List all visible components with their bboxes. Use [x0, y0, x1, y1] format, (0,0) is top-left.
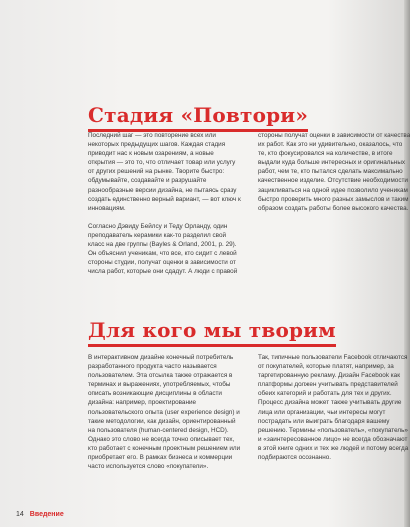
section1-left-column — [88, 131, 241, 285]
section-heading-audience: Для кого мы творим — [88, 318, 336, 347]
page-footer — [16, 511, 64, 518]
section2-left-column — [88, 353, 241, 480]
paragraph: В интерактивном дизайне конечный потребитель разработанного продукта часто называется пользователем. Эта отсылка также отражается в терминах и выражениях, употребляемых, чтобы описать возникающие дисциплины в области дизайна: например, проектирование пользовательского опыта (user experience design) и такие методологии, как дизайн, ориентированный на пользователя (human-centered design, HCD). Однако это слово не всегда точно описывает тех, кто работает с конечным проектным решением или приобретает его. В рамках бизнеса и коммерции часто используется слово «покупатели». — [88, 354, 241, 471]
page-number: 14 — [16, 511, 24, 518]
section-heading-repeat: Стадия «Повтори» — [88, 103, 308, 132]
footer-section-name: Введение — [29, 511, 64, 518]
paragraph: Так, типичные пользователи Facebook отличаются от покупателей, которые платят, например, за таргетированную рекламу. Дизайн Facebook как платформы должен учитывать представителей обеих категорий и работать для тех и других. Процесс дизайна может также учитывать другие лица или организации, чьи интересы могут пострадать или выиграть благодаря вашему решению. Термины «пользователь», «покупатель» и «заинтересованное лицо» не всегда обозначают в этой книге одних и тех же людей и потому всегда подбираются осознанно. — [258, 354, 409, 462]
section2-right-column — [258, 353, 410, 471]
paragraph: Согласно Дэвиду Бейлсу и Теду Орланду, один преподаватель керамики как-то разделил свой класс на две группы (Bayles & Orland, 2001, p. 29). Он объяснил ученикам, что все, кто сидит с левой стороны студии, получат оценки в зависимости от числа работ, которые они сдадут. А люди с правой — [88, 222, 238, 276]
paragraph: стороны получат оценки в зависимости от качества их работ. Как это ни удивительно, оказалось, что те, кто фокусировался на количестве, в итоге выдали куда больше интересных и оригинальных работ, чем те, кто пытался сделать максимально качественное изделие. Отсутствие необходимости зацикливаться на одной идее позволило ученикам быстро проверить много разных замыслов и таким образом создать работы более высокого качества. — [258, 132, 410, 212]
section1-right-column — [258, 131, 410, 222]
paragraph: Последний шаг — это повторение всех или некоторых предыдущих шагов. Каждая стадия приводит нас к новым озарениям, а новые открытия — это то, что отличает товар или услугу от других решений на рынке. Творите быстро: обдумывайте, создавайте и разрушайте разнообразные версии дизайна, не пытаясь сразу создать единственно верный вариант, — вот ключ к инновациям. — [88, 132, 241, 212]
